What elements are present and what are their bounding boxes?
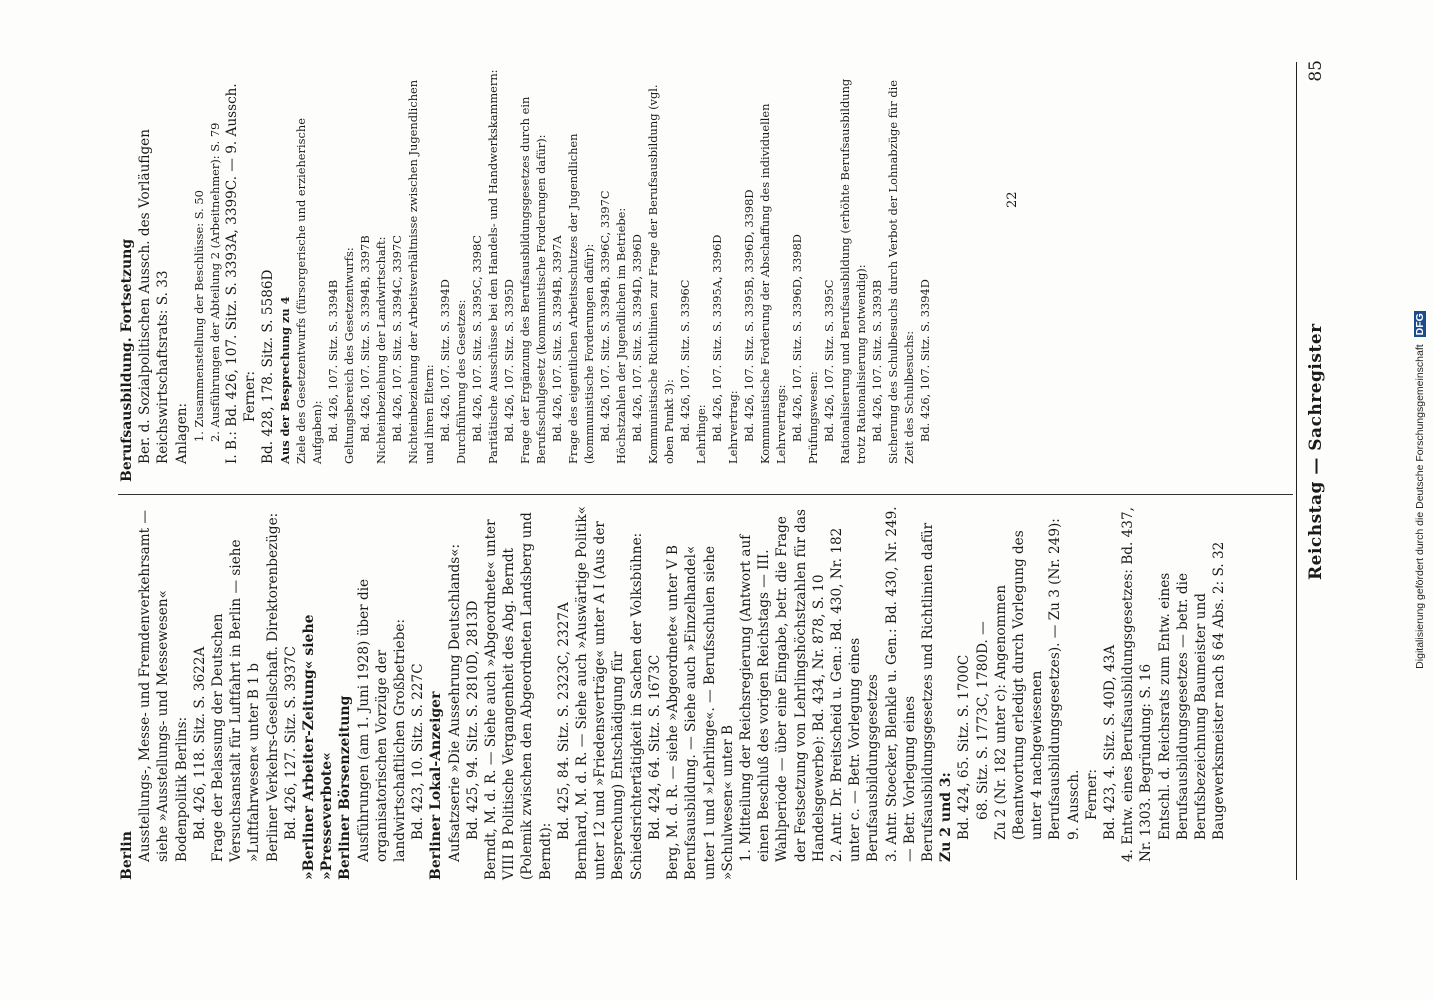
right_column-entry: 1. Zusammenstellung der Beschlüsse: S. 50: [191, 190, 206, 442]
right_column-entry: Anlagen:: [173, 402, 190, 464]
header-rule: [1296, 62, 1297, 880]
right_column-entry: I. B.: Bd. 426, 107. Sitz. S. 3393A, 3399C. — 9. Aussch.: [223, 83, 240, 464]
right_column-entry: Bd. 426, 107. Sitz. S. 3394D, 3396D: [630, 234, 645, 442]
right_column-entry: Bd. 426, 107. Sitz. S. 3394B, 3396C, 3397C: [598, 190, 613, 442]
left_column-entry: Bodenpolitik Berlins:: [173, 716, 190, 862]
left-column: [118, 505, 1228, 880]
right_column-entry: Frage des eigentlichen Arbeitsschutzes der Jugendlichen (kommunistische Forderungen dafür):: [566, 133, 597, 464]
right_column-entry: Ferner:: [242, 370, 259, 422]
right_column-entry: Prüfungswesen:: [806, 371, 821, 464]
right_column-entry: Bd. 426, 107. Sitz. S. 3394B, 3397A: [550, 235, 565, 442]
right_column-entry: Bd. 426, 107. Sitz. S. 3393B: [870, 279, 885, 442]
left_column-entry: Zu 2 (Nr. 182 unter c): Angenommen (Beantwortung erledigt durch Vorlegung des unter 4 nachgewiesenen Berufsausbildungsgesetzes). — Zu 3 (Nr. 249): 9. Aussch.: [992, 518, 1082, 840]
right_column-entry: Kommunistische Richtlinien zur Frage der Berufsausbildung (vgl. oben Punkt 3):: [646, 84, 677, 464]
left_column-entry: Zu 2 und 3:: [938, 772, 955, 862]
left_column-entry: Bd. 426, 127. Sitz. S. 3937C: [282, 646, 299, 840]
running-head: Reichstag — Sachregister: [1306, 323, 1326, 580]
right_column-entry: 2. Ausführungen der Abteilung 2 (Arbeitnehmer): S. 79: [207, 122, 222, 442]
dfg-logo: DFG: [1414, 313, 1426, 336]
left_column-entry: Berliner Verkehrs-Gesellschaft. Direktorenbezüge:: [264, 512, 281, 862]
left_column-entry: Ferner:: [1083, 768, 1100, 820]
left_column-entry: Aufsatzserie »Die Aussehrung Deutschlands«:: [446, 543, 463, 862]
right_column-entry: Kommunistische Forderung der Abschaffung des individuellen Lehrvertrags:: [758, 103, 789, 464]
right_column-entry: Bd. 426, 107. Sitz. S. 3394B, 3397B: [358, 235, 373, 442]
left_column-entry: Frage der Belassung der Deutschen Versuchsanstalt für Luftfahrt in Berlin — siehe »Luftfahrwesen« unter B 1 b: [210, 539, 263, 862]
right_column-entry: Ziele des Gesetzentwurfs (fürsorgerische und erzieherische Aufgaben):: [294, 118, 325, 464]
right_column-entry: Lehrvertrag:: [726, 390, 741, 464]
left_column-entry: Entschl. d. Reichsrats zum Entw. eines Berufsausbildungsgesetzes — betr. die Berufsbezeichnung Baumeister und Baugewerksmeister nach § 64 Abs. 2: S. 32: [1156, 541, 1228, 840]
left_column-entry: Bernhard, M. d. R. — Siehe auch »Auswärtige Politik« unter 12 und »Friedensverträge« unter A I (Aus der Besprechung) Entschädigung für Schiedsrichtertätigkeit in Sachen der Volksbühne:: [574, 506, 645, 880]
running-header: [1306, 60, 1336, 880]
right_column-entry: Höchstzahlen der Jugendlichen im Betriebe:: [614, 207, 629, 464]
right_column-entry: Rationalisierung und Berufsausbildung (erhöhte Berufsausbildung trotz Rationalisierung notwendig):: [838, 78, 869, 464]
right_column-entry: Durchführung des Gesetzes:: [454, 299, 469, 464]
left_column-entry: »Berliner Arbeiter-Zeitung« siehe »Presseverbote«: [301, 614, 336, 880]
column-divider: [118, 494, 1293, 495]
right_column-entry: Nichteinbeziehung der Arbeitsverhältnisse zwischen Jugendlichen und ihren Eltern:: [406, 79, 437, 464]
left_column-entry: Bd. 425, 84. Sitz. S. 2323C, 2327A: [555, 602, 572, 840]
right_column-entry: Bd. 426, 107. Sitz. S. 3396C: [678, 279, 693, 442]
left_column-entry: 4. Entw. eines Berufsausbildungsgesetzes: Bd. 437, Nr. 1303. Begründung: S. 16: [1120, 507, 1155, 862]
right_column-entry: Bd. 426, 107. Sitz. S. 3394D: [438, 279, 453, 442]
right_column-entry: Paritätische Ausschüsse bei den Handels- und Handwerkskammern:: [486, 69, 501, 464]
left_column-entry: Ausstellungs-, Messe- und Fremdenverkehrsamt — siehe »Ausstellungs- und Messewesen«: [137, 509, 172, 862]
right_column-entry: Nichteinbeziehung der Landwirtschaft:: [374, 236, 389, 464]
left_column-entry: Bd. 424, 64. Sitz. S. 1673C: [646, 654, 663, 840]
left_column-entry: Bd. 424, 65. Sitz. S. 1700C: [956, 654, 973, 840]
right_column-entry: Bd. 428, 178. Sitz. S. 5586D: [260, 269, 277, 464]
left_column-entry: Bd. 423, 4. Sitz. S. 40D, 43A: [1101, 644, 1118, 840]
right_column-entry: Bd. 426, 107. Sitz. S. 3395C, 3398C: [470, 234, 485, 442]
right_column-entry: Bd. 426, 107. Sitz. S. 3395B, 3396D, 3398D: [742, 189, 757, 442]
sheet-number: 22: [1005, 191, 1020, 208]
right_column-entry: Bd. 426, 107. Sitz. S. 3394B: [326, 279, 341, 442]
left_column-entry: Ausführungen (am 1. Juni 1928) über die organisatorischen Vorzüge der landwirtschaftlichen Großbetriebe:: [355, 578, 409, 862]
left_column-entry: Berufsausbildung. — Siehe auch »Einzelhandel« unter 1 und »Lehrlinge«. — Berufsschulen siehe »Schulwesen« unter B: [683, 545, 736, 880]
left_column-entry: Berliner Lokal-Anzeiger: [428, 691, 445, 880]
left_column-entry: Berg, M. d. R. — siehe »Abgeordnete« unter V B: [665, 545, 682, 880]
left_column-entry: 3. Antr. Stoecker, Blenkle u. Gen.: Bd. 430, Nr. 249. — Betr. Vorlegung eines Berufsausbildungsgesetzes und Richtlinien dafür: [883, 506, 936, 862]
right_column-entry: Berufsausbildung. Fortsetzung: [119, 238, 135, 482]
right-column: [118, 62, 933, 482]
left_column-entry: Berlin: [119, 831, 135, 880]
left_column-entry: Bd. 426, 118. Sitz. S. 3622A: [191, 646, 208, 840]
left_column-entry: Berndt, M. d. R. — Siehe auch »Abgeordnete« unter VIII B Politische Vergangenheit des Abg. Berndt (Polemik zwischen den Abgeordneten Landsberg und Berndt):: [483, 512, 554, 880]
left_column-entry: 2. Antr. Dr. Breitscheid u. Gen.: Bd. 430, Nr. 182 unter c. — Betr. Vorlegung eines Berufsausbildungsgesetzes: [828, 527, 882, 862]
left_column-entry: Bd. 423, 10. Sitz. S. 227C: [410, 663, 427, 840]
right_column-entry: Bd. 426, 107. Sitz. S. 3395C: [822, 279, 837, 442]
right_column-entry: Geltungsbereich des Gesetzentwurfs:: [342, 247, 357, 464]
right_column-entry: Bd. 426, 107. Sitz. S. 3394C, 3397C: [390, 234, 405, 442]
right_column-entry: Bd. 426, 107. Sitz. S. 3394D: [918, 279, 933, 442]
left_column-entry: 1. Mitteilung der Reichsregierung (Antwort auf einen Beschluß des vorigen Reichstags — III. Wahlperiode — über eine Eingabe, betr. die Frage der Festsetzung von Lehrlingshöchstzahlen für das Handelsgewerbe): Bd. 434, Nr. 878, S. 10: [737, 509, 827, 862]
right_column-entry: Bd. 426, 107. Sitz. S. 3395A, 3396D: [710, 234, 725, 442]
right_column-entry: Lehrlinge:: [694, 404, 709, 464]
left_column-entry: Bd. 425, 94. Sitz. S. 2810D, 2813D: [464, 600, 481, 840]
right_column-entry: Frage der Ergänzung des Berufsausbildungsgesetzes durch ein Berufsschulgesetz (kommunistische Forderungen dafür):: [518, 96, 549, 464]
right_column-entry: Sicherung des Schulbesuchs durch Verbot der Lohnabzüge für die Zeit des Schulbesuchs:: [886, 79, 917, 464]
left_column-entry: 68. Sitz. S. 1773C, 1780D. —: [974, 621, 991, 820]
page-number: 85: [1306, 60, 1326, 82]
right_column-entry: Ber. d. Sozialpolitischen Aussch. des Vorläufigen Reichswirtschaftsrats: S. 33: [137, 129, 172, 464]
right_column-entry: Bd. 426, 107. Sitz. S. 3396D, 3398D: [790, 234, 805, 442]
right_column-entry: Aus der Besprechung zu 4: [278, 296, 293, 464]
digitization-note: [1404, 40, 1424, 960]
left_column-entry: Berliner Börsenzeitung: [337, 695, 354, 880]
digitization-text: Digitalisierung gefördert durch die Deutsche Forschungsgemeinschaft: [1414, 344, 1426, 669]
right_column-entry: Bd. 426, 107. Sitz. S. 3395D: [502, 279, 517, 442]
